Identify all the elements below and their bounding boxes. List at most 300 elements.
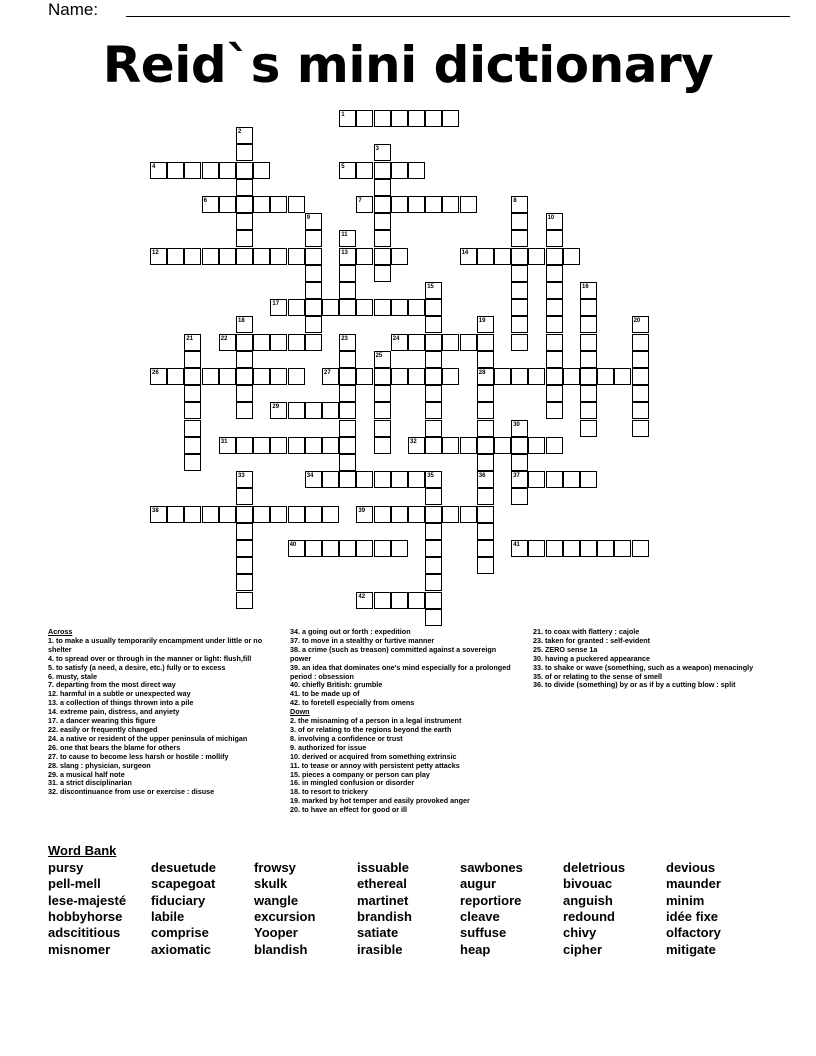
clue-number: 37: [513, 473, 520, 480]
grid-cell[interactable]: [236, 230, 253, 247]
grid-cell[interactable]: [288, 402, 305, 419]
grid-cell[interactable]: [270, 437, 287, 454]
grid-cell[interactable]: [150, 248, 167, 265]
grid-cell[interactable]: [356, 299, 373, 316]
grid-cell[interactable]: [477, 488, 494, 505]
grid-cell[interactable]: [374, 471, 391, 488]
word-bank-word: deletrious: [563, 860, 626, 875]
grid-cell[interactable]: [511, 230, 528, 247]
grid-cell[interactable]: [391, 196, 408, 213]
grid-cell[interactable]: [374, 110, 391, 127]
grid-cell[interactable]: [356, 506, 373, 523]
grid-cell[interactable]: [219, 248, 236, 265]
grid-cell[interactable]: [580, 282, 597, 299]
grid-cell[interactable]: [391, 506, 408, 523]
grid-cell[interactable]: [425, 316, 442, 333]
grid-cell[interactable]: [236, 488, 253, 505]
grid-cell[interactable]: [546, 230, 563, 247]
grid-cell[interactable]: [511, 316, 528, 333]
grid-cell[interactable]: [425, 334, 442, 351]
grid-cell[interactable]: [305, 282, 322, 299]
grid-cell[interactable]: [408, 110, 425, 127]
grid-cell[interactable]: [425, 420, 442, 437]
grid-cell[interactable]: [305, 299, 322, 316]
grid-cell[interactable]: [511, 488, 528, 505]
grid-cell[interactable]: [528, 437, 545, 454]
word-bank-word: cipher: [563, 941, 603, 957]
grid-cell[interactable]: [305, 471, 322, 488]
grid-cell[interactable]: [511, 368, 528, 385]
grid-cell[interactable]: [305, 437, 322, 454]
grid-cell[interactable]: [632, 402, 649, 419]
grid-cell[interactable]: [477, 523, 494, 540]
grid-cell[interactable]: [408, 368, 425, 385]
grid-cell[interactable]: [236, 523, 253, 540]
grid-cell[interactable]: [563, 368, 580, 385]
grid-cell[interactable]: [477, 454, 494, 471]
grid-cell[interactable]: [460, 437, 477, 454]
grid-cell[interactable]: [477, 385, 494, 402]
grid-cell[interactable]: [391, 368, 408, 385]
grid-cell[interactable]: [477, 402, 494, 419]
grid-cell[interactable]: [511, 471, 528, 488]
grid-cell[interactable]: [391, 299, 408, 316]
grid-cell[interactable]: [632, 420, 649, 437]
grid-cell[interactable]: [408, 196, 425, 213]
grid-cell[interactable]: [356, 196, 373, 213]
grid-cell[interactable]: [391, 248, 408, 265]
grid-cell[interactable]: [236, 162, 253, 179]
grid-cell[interactable]: [614, 540, 631, 557]
grid-cell[interactable]: [202, 162, 219, 179]
grid-cell[interactable]: [219, 506, 236, 523]
grid-cell[interactable]: [356, 368, 373, 385]
grid-cell[interactable]: [477, 506, 494, 523]
grid-cell[interactable]: [288, 299, 305, 316]
grid-cell[interactable]: [374, 213, 391, 230]
grid-cell[interactable]: [580, 385, 597, 402]
grid-cell[interactable]: [408, 299, 425, 316]
grid-cell[interactable]: [356, 540, 373, 557]
grid-cell[interactable]: [442, 368, 459, 385]
grid-cell[interactable]: [408, 437, 425, 454]
grid-cell[interactable]: [460, 334, 477, 351]
grid-cell[interactable]: [339, 385, 356, 402]
grid-cell[interactable]: [425, 540, 442, 557]
grid-cell[interactable]: [270, 506, 287, 523]
grid-cell[interactable]: [374, 144, 391, 161]
grid-cell[interactable]: [546, 385, 563, 402]
grid-cell[interactable]: [460, 248, 477, 265]
grid-cell[interactable]: [374, 385, 391, 402]
grid-cell[interactable]: [322, 402, 339, 419]
grid-cell[interactable]: [236, 368, 253, 385]
grid-cell[interactable]: [477, 557, 494, 574]
grid-cell[interactable]: [632, 351, 649, 368]
word-bank-word: pell-mell: [48, 876, 101, 892]
grid-cell[interactable]: [253, 248, 270, 265]
grid-cell[interactable]: [632, 540, 649, 557]
grid-cell[interactable]: [236, 540, 253, 557]
grid-cell[interactable]: [305, 506, 322, 523]
grid-cell[interactable]: [202, 368, 219, 385]
grid-cell[interactable]: [408, 592, 425, 609]
grid-cell[interactable]: [305, 316, 322, 333]
grid-cell[interactable]: [391, 471, 408, 488]
grid-cell[interactable]: [442, 506, 459, 523]
grid-cell[interactable]: [322, 471, 339, 488]
grid-cell[interactable]: [219, 196, 236, 213]
grid-cell[interactable]: [374, 592, 391, 609]
grid-cell[interactable]: [425, 196, 442, 213]
clue-number: 2: [238, 129, 242, 136]
grid-cell[interactable]: [597, 368, 614, 385]
grid-cell[interactable]: [184, 402, 201, 419]
grid-cell[interactable]: [184, 334, 201, 351]
grid-cell[interactable]: [511, 437, 528, 454]
grid-cell[interactable]: [288, 368, 305, 385]
grid-cell[interactable]: [236, 385, 253, 402]
down-clue: 33. to shake or wave (something, such as a weapon) menacingly: [533, 662, 754, 672]
grid-cell[interactable]: [236, 213, 253, 230]
grid-cell[interactable]: [236, 196, 253, 213]
grid-cell[interactable]: [528, 368, 545, 385]
grid-cell[interactable]: [305, 402, 322, 419]
grid-cell[interactable]: [322, 299, 339, 316]
grid-cell[interactable]: [339, 471, 356, 488]
grid-cell[interactable]: [425, 351, 442, 368]
grid-cell[interactable]: [494, 437, 511, 454]
grid-cell[interactable]: [202, 196, 219, 213]
grid-cell[interactable]: [270, 334, 287, 351]
grid-cell[interactable]: [632, 368, 649, 385]
grid-cell[interactable]: [546, 437, 563, 454]
grid-cell[interactable]: [339, 402, 356, 419]
grid-cell[interactable]: [408, 162, 425, 179]
grid-cell[interactable]: [442, 334, 459, 351]
grid-cell[interactable]: [460, 196, 477, 213]
grid-cell[interactable]: [356, 471, 373, 488]
grid-cell[interactable]: [408, 334, 425, 351]
grid-cell[interactable]: [511, 540, 528, 557]
grid-cell[interactable]: [477, 316, 494, 333]
grid-cell[interactable]: [339, 540, 356, 557]
grid-cell[interactable]: [580, 420, 597, 437]
grid-cell[interactable]: [253, 334, 270, 351]
grid-cell[interactable]: [184, 248, 201, 265]
grid-cell[interactable]: [356, 592, 373, 609]
grid-cell[interactable]: [374, 368, 391, 385]
grid-cell[interactable]: [477, 420, 494, 437]
grid-cell[interactable]: [425, 471, 442, 488]
grid-cell[interactable]: [270, 196, 287, 213]
grid-cell[interactable]: [442, 196, 459, 213]
grid-cell[interactable]: [597, 540, 614, 557]
grid-cell[interactable]: [305, 230, 322, 247]
grid-cell[interactable]: [374, 420, 391, 437]
grid-cell[interactable]: [546, 540, 563, 557]
grid-cell[interactable]: [253, 506, 270, 523]
grid-cell[interactable]: [305, 248, 322, 265]
grid-cell[interactable]: [477, 540, 494, 557]
grid-cell[interactable]: [546, 402, 563, 419]
grid-cell[interactable]: [632, 385, 649, 402]
grid-cell[interactable]: [632, 316, 649, 333]
grid-cell[interactable]: [374, 230, 391, 247]
grid-cell[interactable]: [356, 248, 373, 265]
grid-cell[interactable]: [563, 540, 580, 557]
grid-cell[interactable]: [546, 299, 563, 316]
grid-cell[interactable]: [150, 506, 167, 523]
grid-cell[interactable]: [270, 402, 287, 419]
grid-cell[interactable]: [511, 248, 528, 265]
down-clue: 9. authorized for issue: [290, 742, 367, 752]
grid-cell[interactable]: [236, 557, 253, 574]
grid-cell[interactable]: [236, 592, 253, 609]
grid-cell[interactable]: [408, 506, 425, 523]
grid-cell[interactable]: [425, 557, 442, 574]
grid-cell[interactable]: [425, 488, 442, 505]
grid-cell[interactable]: [477, 437, 494, 454]
grid-cell[interactable]: [425, 506, 442, 523]
across-clue: 34. a going out or forth : expedition: [290, 627, 411, 636]
grid-cell[interactable]: [288, 437, 305, 454]
grid-cell[interactable]: [236, 402, 253, 419]
grid-cell[interactable]: [270, 248, 287, 265]
grid-cell[interactable]: [339, 162, 356, 179]
grid-cell[interactable]: [339, 368, 356, 385]
grid-cell[interactable]: [511, 454, 528, 471]
grid-cell[interactable]: [511, 196, 528, 213]
grid-cell[interactable]: [219, 162, 236, 179]
grid-cell[interactable]: [236, 144, 253, 161]
grid-cell[interactable]: [580, 334, 597, 351]
grid-cell[interactable]: [236, 506, 253, 523]
grid-cell[interactable]: [305, 265, 322, 282]
grid-cell[interactable]: [374, 506, 391, 523]
grid-cell[interactable]: [184, 351, 201, 368]
grid-cell[interactable]: [219, 368, 236, 385]
grid-cell[interactable]: [528, 471, 545, 488]
grid-cell[interactable]: [374, 402, 391, 419]
grid-cell[interactable]: [391, 540, 408, 557]
grid-cell[interactable]: [339, 265, 356, 282]
grid-cell[interactable]: [322, 437, 339, 454]
grid-cell[interactable]: [374, 248, 391, 265]
grid-cell[interactable]: [494, 368, 511, 385]
grid-cell[interactable]: [184, 420, 201, 437]
grid-cell[interactable]: [425, 385, 442, 402]
down-clue: 25. ZERO sense 1a: [533, 644, 598, 654]
grid-cell[interactable]: [288, 540, 305, 557]
grid-cell[interactable]: [580, 402, 597, 419]
grid-cell[interactable]: [305, 213, 322, 230]
grid-cell[interactable]: [391, 110, 408, 127]
grid-cell[interactable]: [425, 592, 442, 609]
grid-cell[interactable]: [563, 471, 580, 488]
grid-cell[interactable]: [425, 282, 442, 299]
grid-cell[interactable]: [546, 316, 563, 333]
grid-cell[interactable]: [167, 506, 184, 523]
grid-cell[interactable]: [374, 265, 391, 282]
grid-cell[interactable]: [425, 110, 442, 127]
grid-cell[interactable]: [236, 179, 253, 196]
grid-cell[interactable]: [288, 196, 305, 213]
grid-cell[interactable]: [356, 110, 373, 127]
grid-cell[interactable]: [580, 540, 597, 557]
across-clue: 31. a strict disciplinarian: [48, 778, 132, 788]
grid-cell[interactable]: [339, 299, 356, 316]
grid-cell[interactable]: [236, 316, 253, 333]
grid-cell[interactable]: [339, 110, 356, 127]
grid-cell[interactable]: [546, 351, 563, 368]
grid-cell[interactable]: [374, 299, 391, 316]
grid-cell[interactable]: [391, 592, 408, 609]
clue-number: 18: [238, 318, 245, 325]
grid-cell[interactable]: [339, 282, 356, 299]
grid-cell[interactable]: [270, 299, 287, 316]
grid-cell[interactable]: [425, 437, 442, 454]
word-bank-word: augur: [460, 876, 497, 892]
grid-cell[interactable]: [511, 334, 528, 351]
grid-cell[interactable]: [236, 351, 253, 368]
grid-cell[interactable]: [219, 334, 236, 351]
grid-cell[interactable]: [167, 248, 184, 265]
grid-cell[interactable]: [184, 162, 201, 179]
down-clue: 3. of or relating to the regions beyond the earth: [290, 724, 452, 734]
grid-cell[interactable]: [477, 248, 494, 265]
grid-cell[interactable]: [391, 334, 408, 351]
grid-cell[interactable]: [425, 609, 442, 626]
grid-cell[interactable]: [322, 540, 339, 557]
grid-cell[interactable]: [374, 179, 391, 196]
grid-cell[interactable]: [236, 437, 253, 454]
grid-cell[interactable]: [546, 334, 563, 351]
grid-cell[interactable]: [339, 230, 356, 247]
grid-cell[interactable]: [511, 265, 528, 282]
grid-cell[interactable]: [391, 162, 408, 179]
grid-cell[interactable]: [374, 437, 391, 454]
clue-number: 8: [513, 198, 517, 204]
clue-number: 17: [272, 301, 280, 308]
grid-cell[interactable]: [339, 351, 356, 368]
grid-cell[interactable]: [580, 299, 597, 316]
grid-cell[interactable]: [167, 368, 184, 385]
grid-cell[interactable]: [322, 506, 339, 523]
grid-cell[interactable]: [236, 334, 253, 351]
grid-cell[interactable]: [546, 471, 563, 488]
grid-cell[interactable]: [408, 471, 425, 488]
across-clue: 41. to be made up of: [290, 689, 360, 699]
grid-cell[interactable]: [442, 110, 459, 127]
grid-cell[interactable]: [580, 368, 597, 385]
grid-cell[interactable]: [477, 368, 494, 385]
grid-cell[interactable]: [236, 248, 253, 265]
grid-cell[interactable]: [374, 351, 391, 368]
grid-cell[interactable]: [546, 265, 563, 282]
grid-cell[interactable]: [202, 506, 219, 523]
grid-cell[interactable]: [253, 162, 270, 179]
grid-cell[interactable]: [632, 334, 649, 351]
grid-cell[interactable]: [184, 385, 201, 402]
word-bank-word: bivouac: [563, 876, 613, 892]
grid-cell[interactable]: [253, 196, 270, 213]
grid-cell[interactable]: [477, 351, 494, 368]
grid-cell[interactable]: [236, 574, 253, 591]
grid-cell[interactable]: [477, 334, 494, 351]
grid-cell[interactable]: [511, 282, 528, 299]
grid-cell[interactable]: [374, 540, 391, 557]
grid-cell[interactable]: [339, 334, 356, 351]
grid-cell[interactable]: [356, 162, 373, 179]
grid-cell[interactable]: [425, 523, 442, 540]
grid-cell[interactable]: [442, 437, 459, 454]
grid-cell[interactable]: [339, 248, 356, 265]
grid-cell[interactable]: [184, 437, 201, 454]
grid-cell[interactable]: [546, 368, 563, 385]
grid-cell[interactable]: [305, 540, 322, 557]
grid-cell[interactable]: [270, 368, 287, 385]
grid-cell[interactable]: [339, 420, 356, 437]
grid-cell[interactable]: [305, 334, 322, 351]
grid-cell[interactable]: [184, 506, 201, 523]
across-clue: 42. to foretell especially from omens: [290, 698, 415, 708]
grid-cell[interactable]: [150, 368, 167, 385]
grid-cell[interactable]: [288, 248, 305, 265]
grid-cell[interactable]: [425, 299, 442, 316]
grid-cell[interactable]: [288, 506, 305, 523]
grid-cell[interactable]: [580, 351, 597, 368]
grid-cell[interactable]: [546, 282, 563, 299]
grid-cell[interactable]: [580, 471, 597, 488]
grid-cell[interactable]: [511, 420, 528, 437]
grid-cell[interactable]: [580, 316, 597, 333]
grid-cell[interactable]: [425, 402, 442, 419]
grid-cell[interactable]: [425, 574, 442, 591]
grid-cell[interactable]: [614, 368, 631, 385]
grid-cell[interactable]: [511, 213, 528, 230]
grid-cell[interactable]: [460, 506, 477, 523]
grid-cell[interactable]: [494, 248, 511, 265]
grid-cell[interactable]: [219, 437, 236, 454]
grid-cell[interactable]: [253, 368, 270, 385]
grid-cell[interactable]: [202, 248, 219, 265]
grid-cell[interactable]: [253, 437, 270, 454]
clue-number: 11: [341, 232, 348, 239]
grid-cell[interactable]: [374, 162, 391, 179]
grid-cell[interactable]: [511, 299, 528, 316]
grid-cell[interactable]: [339, 437, 356, 454]
grid-cell[interactable]: [236, 127, 253, 144]
grid-cell[interactable]: [374, 196, 391, 213]
grid-cell[interactable]: [528, 248, 545, 265]
word-bank-word: scapegoat: [151, 876, 216, 892]
grid-cell[interactable]: [167, 162, 184, 179]
grid-cell[interactable]: [546, 248, 563, 265]
grid-cell[interactable]: [477, 471, 494, 488]
grid-cell[interactable]: [425, 368, 442, 385]
grid-cell[interactable]: [528, 540, 545, 557]
grid-cell[interactable]: [339, 454, 356, 471]
grid-cell[interactable]: [184, 454, 201, 471]
grid-cell[interactable]: [288, 334, 305, 351]
grid-cell[interactable]: [563, 248, 580, 265]
grid-cell[interactable]: [150, 162, 167, 179]
grid-cell[interactable]: [184, 368, 201, 385]
grid-cell[interactable]: [322, 368, 339, 385]
grid-cell[interactable]: [546, 213, 563, 230]
grid-cell[interactable]: [236, 471, 253, 488]
